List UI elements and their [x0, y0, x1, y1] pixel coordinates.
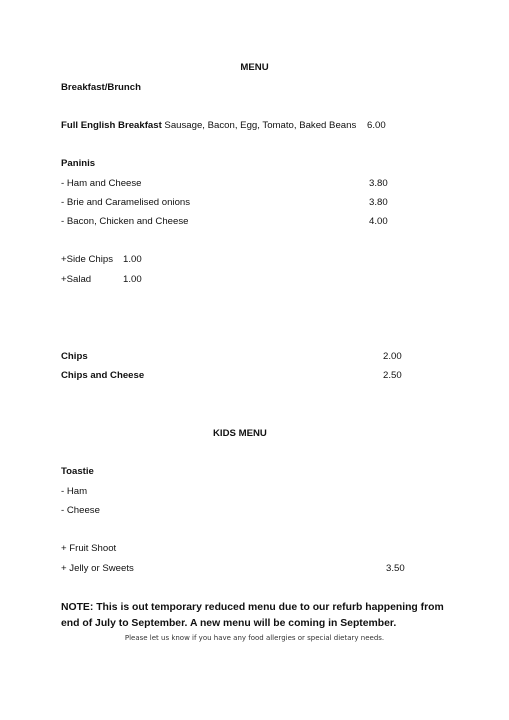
paninis-heading: Paninis: [61, 158, 96, 169]
chips-item-name: Chips and Cheese: [61, 370, 145, 381]
chips-item-price: 2.50: [383, 370, 402, 381]
panini-item-name: - Bacon, Chicken and Cheese: [61, 216, 189, 227]
side-item-name: +Salad: [61, 274, 92, 285]
side-item-price: 1.00: [123, 274, 142, 285]
panini-item-name: - Brie and Caramelised onions: [61, 197, 191, 208]
full-english-price: 6.00: [367, 120, 386, 131]
toastie-option: - Cheese: [61, 505, 100, 516]
kids-extra-price: 3.50: [386, 563, 405, 574]
menu-title: MENU: [240, 62, 269, 73]
panini-item-name: - Ham and Cheese: [61, 178, 142, 189]
full-english-item: [61, 120, 356, 132]
refurb-note: NOTE: This is out temporary reduced menu due to our refurb happening from end of July to September. A new menu will be coming in September.: [61, 602, 444, 629]
toastie-option: - Ham: [61, 486, 88, 497]
kids-menu-title: KIDS MENU: [213, 428, 267, 439]
side-item-name: +Side Chips: [61, 254, 113, 265]
breakfast-heading: Breakfast/Brunch: [61, 82, 141, 93]
chips-item-name: Chips: [61, 351, 88, 362]
toastie-heading: Toastie: [61, 466, 94, 477]
kids-extra-name: + Jelly or Sweets: [61, 563, 134, 574]
chips-item-price: 2.00: [383, 351, 402, 362]
kids-extra-name: + Fruit Shoot: [61, 543, 117, 554]
allergy-note: Please let us know if you have any food allergies or special dietary needs.: [124, 634, 385, 642]
full-english-description: Sausage, Bacon, Egg, Tomato, Baked Beans: [161, 120, 357, 131]
side-item-price: 1.00: [123, 254, 142, 265]
panini-item-price: 4.00: [369, 216, 388, 227]
panini-item-price: 3.80: [369, 178, 388, 189]
full-english-name: Full English Breakfast: [61, 120, 162, 131]
panini-item-price: 3.80: [369, 197, 388, 208]
